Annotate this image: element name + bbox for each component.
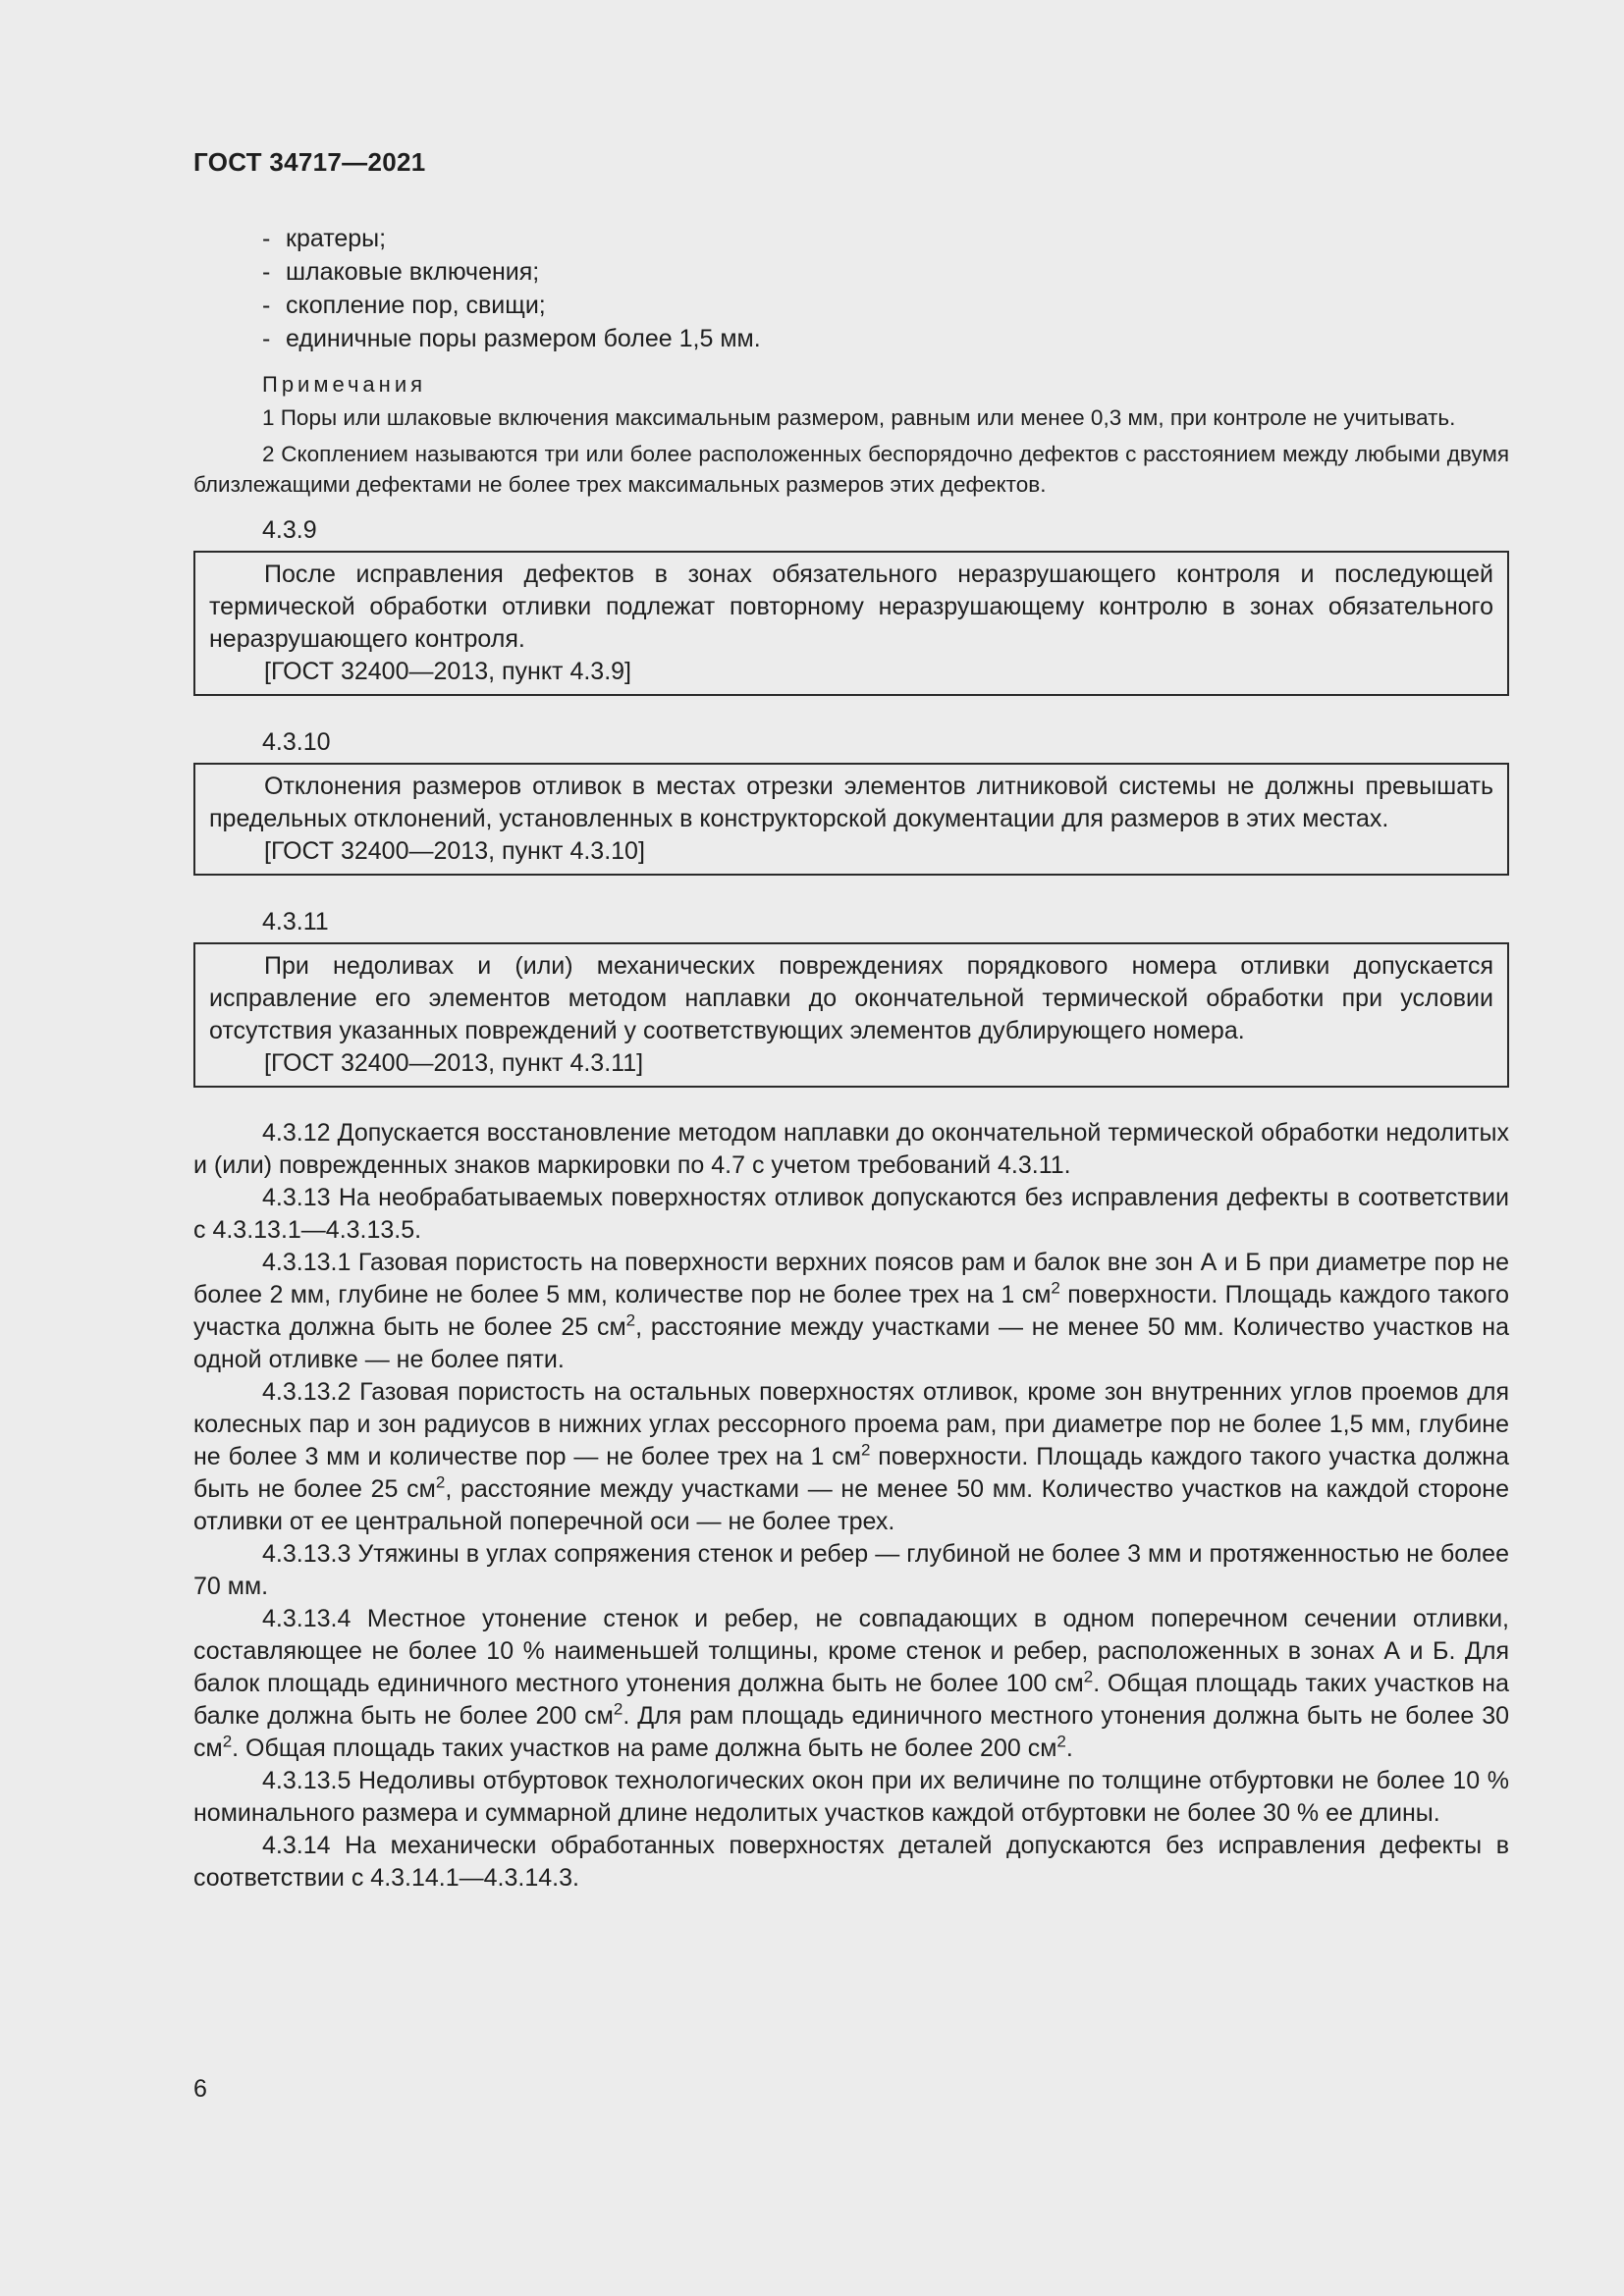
paragraph-4-3-13-5: 4.3.13.5 Недоливы отбуртовок технологических окон при их величине по толщине отбуртовки не более 10 % номинального размера и суммарной длине недолитых участков каждой отбуртовки не более 30 % ее длины. (193, 1767, 1509, 1827)
paragraph-4-3-14: 4.3.14 На механически обработанных поверхностях деталей допускаются без исправления дефекты в соответствии с 4.3.14.1—4.3.14.3. (193, 1832, 1509, 1892)
notes-title: Примечания (262, 372, 427, 397)
clause-number-4-3-10: 4.3.10 (262, 728, 331, 756)
page-content (193, 222, 1509, 1895)
clause-box-4-3-11 (193, 942, 1509, 1088)
document-code: ГОСТ 34717—2021 (193, 147, 426, 177)
defect-list (193, 222, 1509, 355)
clause-reference: [ГОСТ 32400—2013, пункт 4.3.10] (264, 837, 645, 865)
clause-text: Отклонения размеров отливок в местах отрезки элементов литниковой системы не должны превышать предельных отклонений, установленных в конструкторской документации для размеров в этих местах. (209, 773, 1493, 832)
page-number: 6 (193, 2075, 207, 2103)
paragraph-4-3-13-3: 4.3.13.3 Утяжины в углах сопряжения стенок и ребер — глубиной не более 3 мм и протяженностью не более 70 мм. (193, 1540, 1509, 1600)
clause-box-4-3-10 (193, 763, 1509, 876)
paragraph-4-3-13-2: 4.3.13.2 Газовая пористость на остальных поверхностях отливок, кроме зон внутренних углов проемов для колесных пар и зон радиусов в нижних углах рессорного проема рам, при диаметре пор не более 1,5 мм, глубине не более 3 мм и количестве пор — не более трех на 1 $см^2$ поверхности. Площадь каждого такого участка должна быть не более 25 $см^2$, расстояние между участками — не менее 50 мм. Количество участков на каждой стороне отливки от ее центральной поперечной оси — не более трех. (193, 1378, 1510, 1535)
list-item: - скопление пор, свищи; (262, 292, 546, 319)
paragraph-4-3-12: 4.3.12 Допускается восстановление методом наплавки до окончательной термической обработки недолитых и (или) поврежденных знаков маркировки по 4.7 с учетом требований 4.3.11. (193, 1119, 1509, 1179)
note-2: 2 Скоплением называются три или более расположенных беспорядочно дефектов с расстоянием между любыми двумя близлежащими дефектами не более трех максимальных размеров этих дефектов. (193, 442, 1509, 497)
clause-reference: [ГОСТ 32400—2013, пункт 4.3.11] (264, 1049, 644, 1077)
note-1: 1 Поры или шлаковые включения максимальным размером, равным или менее 0,3 мм, при контроле не учитывать. (262, 405, 1456, 430)
clause-text: При недоливах и (или) механических повреждениях порядкового номера отливки допускается исправление его элементов методом наплавки до окончательной термической обработки при условии отсутствия указанных повреждений у соответствующих элементов дублирующего номера. (209, 952, 1493, 1044)
paragraph-4-3-13-1: 4.3.13.1 Газовая пористость на поверхности верхних поясов рам и балок вне зон А и Б при диаметре пор не более 2 мм, глубине не более 5 мм, количестве пор не более трех на 1 $см^2$ поверхности. Площадь каждого такого участка должна быть не более 25 $см^2$, расстояние между участками — не менее 50 мм. Количество участков на одной отливке — не более пяти. (193, 1249, 1509, 1373)
clause-text: После исправления дефектов в зонах обязательного неразрушающего контроля и последующей термической обработки отливки подлежат повторному неразрушающему контролю в зонах обязательного неразрушающего контроля. (209, 561, 1493, 653)
clause-reference: [ГОСТ 32400—2013, пункт 4.3.9] (264, 658, 631, 685)
list-item: - кратеры; (262, 225, 387, 252)
paragraph-4-3-13-4: 4.3.13.4 Местное утонение стенок и ребер, не совпадающих в одном поперечном сечении отливки, составляющее не более 10 % наименьшей толщины, кроме стенок и ребер, расположенных в зонах А и Б. Для балок площадь единичного местного утонения должна быть не более 100 $см^2$. Общая площадь таких участков на балке должна быть не более 200 $см^2$. Для рам площадь единичного местного утонения должна быть не более 30 $см^2$. Общая площадь таких участков на раме должна быть не более 200 $см^2$. (193, 1605, 1509, 1762)
paragraph-4-3-13: 4.3.13 На необрабатываемых поверхностях отливок допускаются без исправления дефекты в соответствии с 4.3.13.1—4.3.13.5. (193, 1184, 1509, 1244)
clause-number-4-3-11: 4.3.11 (262, 908, 329, 935)
list-item: - единичные поры размером более 1,5 мм. (262, 325, 761, 352)
list-item: - шлаковые включения; (262, 258, 540, 286)
clause-box-4-3-9 (193, 551, 1509, 696)
clause-number-4-3-9: 4.3.9 (262, 516, 317, 544)
